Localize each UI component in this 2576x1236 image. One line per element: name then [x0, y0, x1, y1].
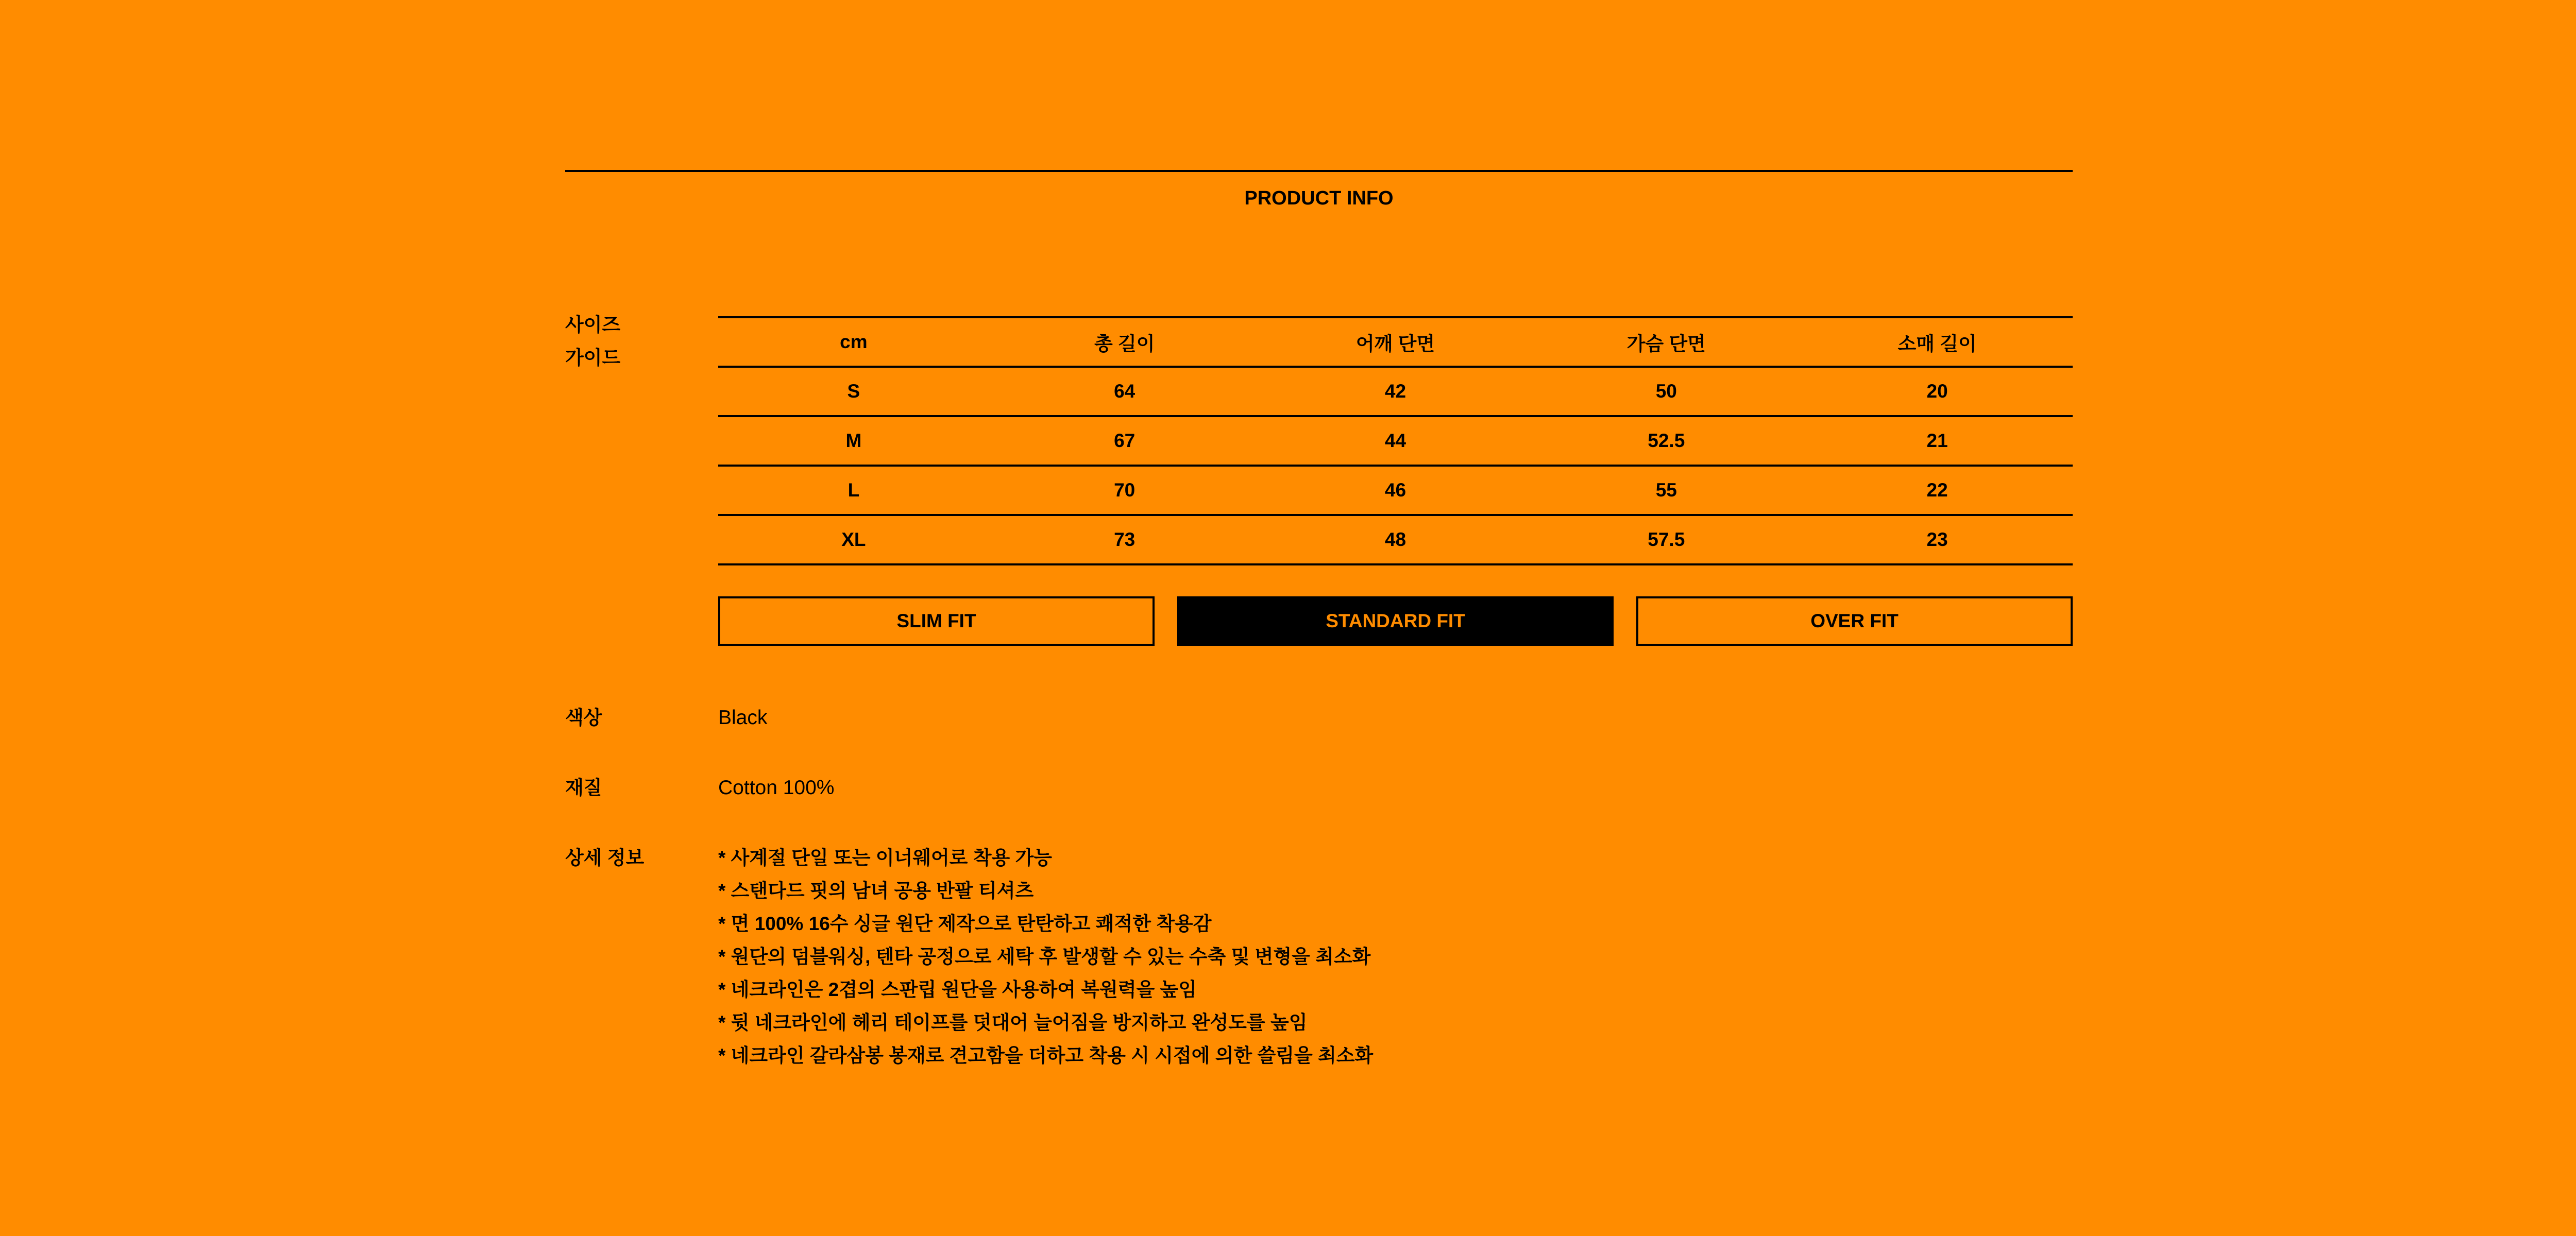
table-row	[718, 416, 2073, 466]
list-item: * 원단의 덤블워싱, 텐타 공정으로 세탁 후 발생할 수 있는 수축 및 변형을 최소화	[718, 946, 1371, 967]
size-guide-label-line1: 사이즈	[565, 314, 621, 335]
list-item: * 네크라인 갈라삼봉 봉재로 견고함을 더하고 착용 시 시접에 의한 쓸림을 최소화	[718, 1045, 1374, 1066]
section-title: PRODUCT INFO	[1244, 187, 1394, 209]
chest-width-cell: 55	[1531, 466, 1802, 515]
table-row	[718, 466, 2073, 515]
material-label: 재질	[565, 777, 602, 798]
header-chest-width: 가슴 단면	[1531, 317, 1802, 367]
chest-width-cell: 50	[1531, 367, 1802, 416]
material-value: Cotton 100%	[718, 777, 835, 799]
total-length-cell: 67	[989, 416, 1260, 466]
header-unit: cm	[718, 317, 989, 367]
sleeve-length-cell: 20	[1802, 367, 2073, 416]
size-guide-row	[565, 316, 2073, 646]
total-length-cell: 73	[989, 515, 1260, 564]
list-item: * 면 100% 16수 싱글 원단 제작으로 탄탄하고 쾌적한 착용감	[718, 913, 1212, 934]
color-value: Black	[718, 707, 768, 729]
header-sleeve-length: 소매 길이	[1802, 317, 2073, 367]
standard-fit-button[interactable]: STANDARD FIT	[1177, 596, 1614, 646]
details-list	[718, 842, 2073, 1072]
list-item: * 스탠다드 핏의 남녀 공용 반팔 티셔츠	[718, 880, 1034, 901]
total-length-cell: 64	[989, 367, 1260, 416]
header-total-length: 총 길이	[989, 317, 1260, 367]
chest-width-cell: 52.5	[1531, 416, 1802, 466]
color-label: 색상	[565, 707, 602, 728]
material-row	[565, 771, 2073, 804]
slim-fit-button[interactable]: SLIM FIT	[718, 596, 1155, 646]
sleeve-length-cell: 21	[1802, 416, 2073, 466]
top-divider	[565, 170, 2073, 172]
chest-width-cell: 57.5	[1531, 515, 1802, 564]
header-shoulder-width: 어깨 단면	[1260, 317, 1531, 367]
list-item: * 뒷 네크라인에 헤리 테이프를 덧대어 늘어짐을 방지하고 완성도를 높임	[718, 1012, 1308, 1033]
size-table-header	[718, 317, 2073, 367]
size-table	[718, 316, 2073, 565]
shoulder-width-cell: 42	[1260, 367, 1531, 416]
fit-selector	[718, 596, 2073, 646]
details-label: 상세 정보	[565, 847, 645, 868]
size-cell: L	[718, 466, 989, 515]
product-info-section	[565, 170, 2073, 1072]
total-length-cell: 70	[989, 466, 1260, 515]
size-guide-label-line2: 가이드	[565, 347, 621, 368]
table-row	[718, 515, 2073, 564]
shoulder-width-cell: 44	[1260, 416, 1531, 466]
over-fit-button[interactable]: OVER FIT	[1636, 596, 2073, 646]
list-item: * 네크라인은 2겹의 스판립 원단을 사용하여 복원력을 높임	[718, 979, 1197, 1000]
sleeve-length-cell: 23	[1802, 515, 2073, 564]
size-cell: S	[718, 367, 989, 416]
size-guide-label	[565, 308, 709, 374]
list-item: * 사계절 단일 또는 이너웨어로 착용 가능	[718, 847, 1052, 868]
shoulder-width-cell: 48	[1260, 515, 1531, 564]
color-row	[565, 701, 2073, 734]
sleeve-length-cell: 22	[1802, 466, 2073, 515]
size-cell: XL	[718, 515, 989, 564]
size-cell: M	[718, 416, 989, 466]
table-row	[718, 367, 2073, 416]
shoulder-width-cell: 46	[1260, 466, 1531, 515]
details-row	[565, 842, 2073, 1072]
